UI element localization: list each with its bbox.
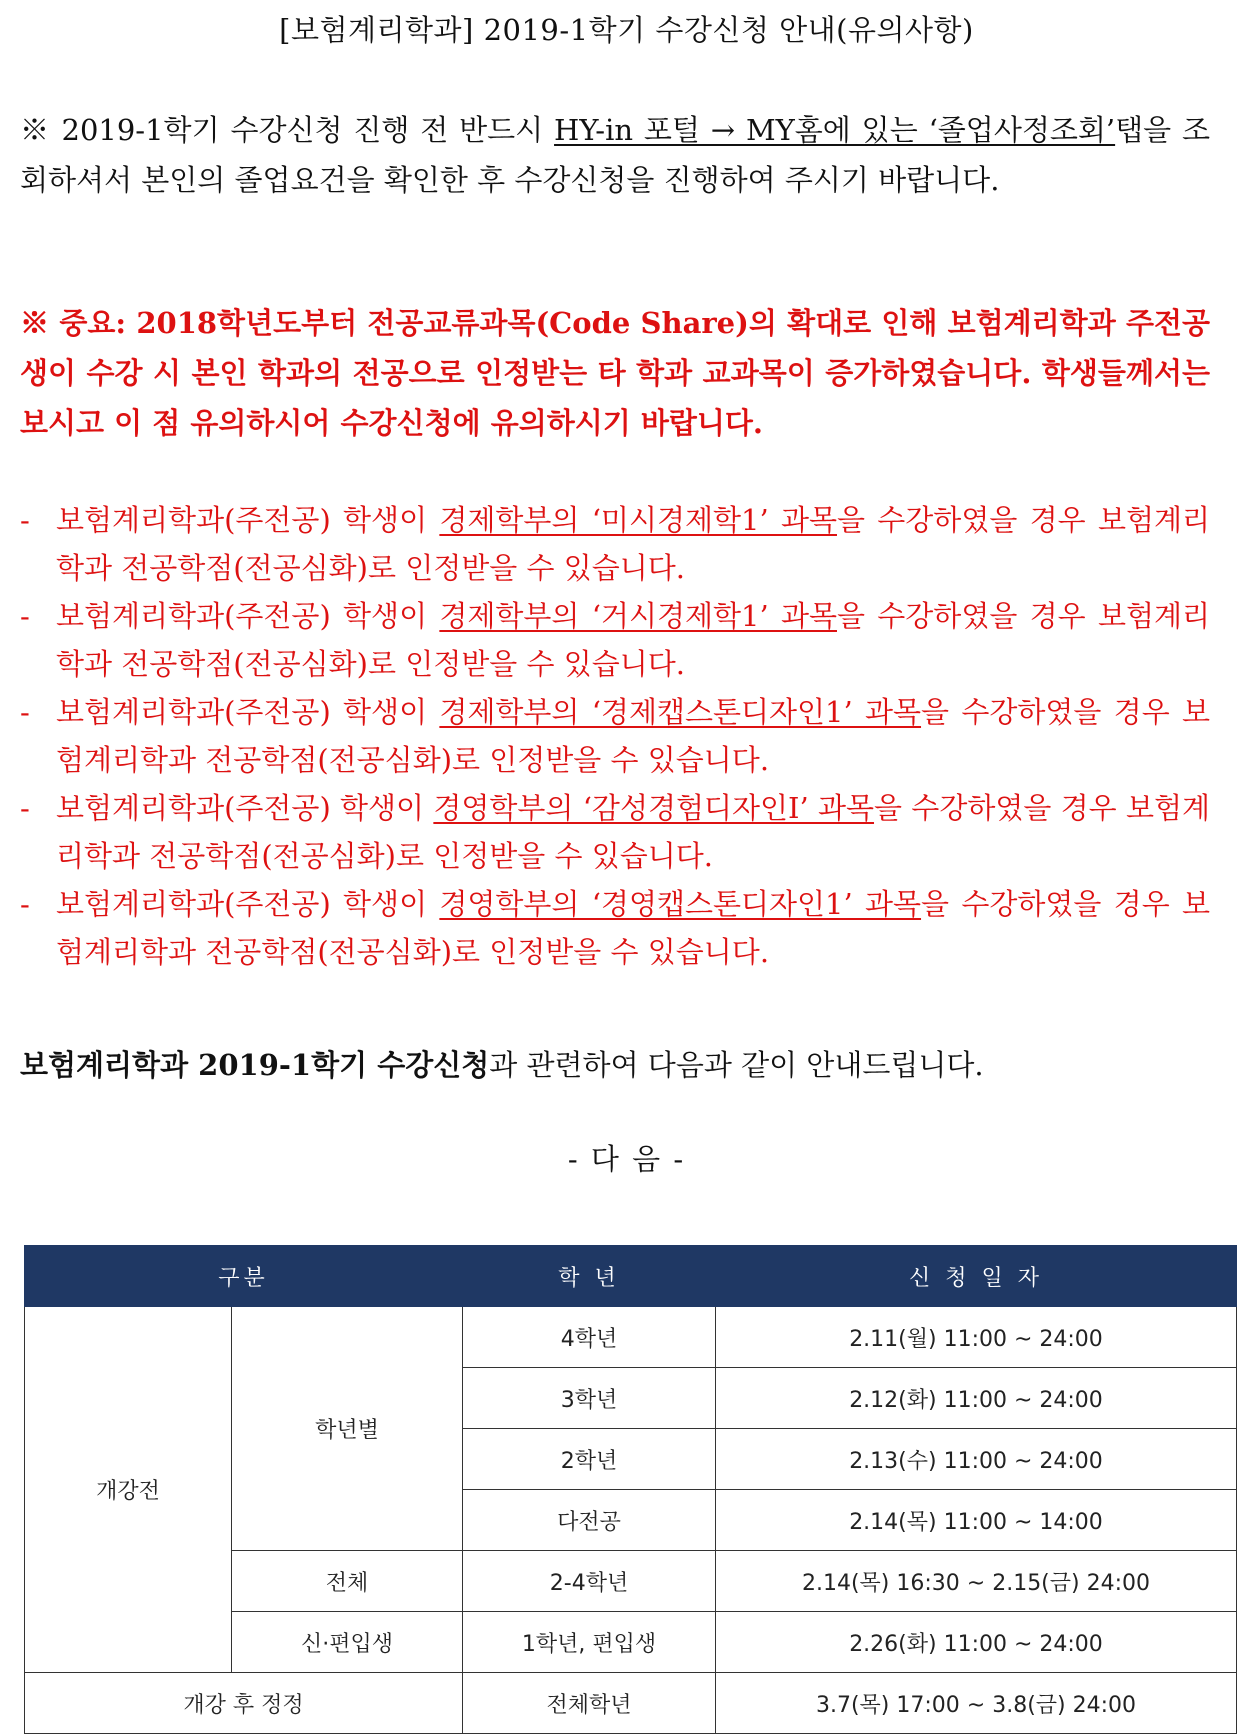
notice-graduation [20, 105, 1210, 205]
header-year: 학 년 [463, 1246, 716, 1307]
list-item: - 보험계리학과(주전공) 학생이 경제학부의 ‘미시경제학1’ 과목을 수강하였을 경우 보험계리학과 전공학점(전공심화)로 인정받을 수 있습니다. [20, 503, 1210, 585]
table-row [25, 1673, 1237, 1734]
date-cell: 2.26(화) 11:00 ~ 24:00 [716, 1612, 1237, 1673]
schedule-intro: 보험계리학과 2019-1학기 수강신청과 관련하여 다음과 같이 안내드립니다. [20, 1048, 984, 1082]
table-row [25, 1307, 1237, 1368]
table-header-row [25, 1246, 1237, 1307]
list-item: - 보험계리학과(주전공) 학생이 경영학부의 ‘감성경험디자인I’ 과목을 수강하였을 경우 보험계리학과 전공학점(전공심화)로 인정받을 수 있습니다. [20, 791, 1211, 873]
year-cell: 4학년 [463, 1307, 716, 1368]
year-cell: 다전공 [463, 1490, 716, 1551]
header-date: 신 청 일 자 [716, 1246, 1237, 1307]
course-name: 경제학부의 ‘거시경제학1’ 과목 [439, 599, 837, 633]
date-cell: 2.11(월) 11:00 ~ 24:00 [716, 1307, 1237, 1368]
year-cell: 1학년, 편입생 [463, 1612, 716, 1673]
date-cell: 2.14(목) 16:30 ~ 2.15(금) 24:00 [716, 1551, 1237, 1612]
next-heading: - 다 음 - [567, 1142, 686, 1176]
date-cell: 3.7(목) 17:00 ~ 3.8(금) 24:00 [716, 1673, 1237, 1734]
date-cell: 2.12(화) 11:00 ~ 24:00 [716, 1368, 1237, 1429]
list-item: - 보험계리학과(주전공) 학생이 경제학부의 ‘경제캡스톤디자인1’ 과목을 수강하였을 경우 보험계리학과 전공학점(전공심화)로 인정받을 수 있습니다. [20, 695, 1210, 777]
registration-schedule-table [24, 1245, 1237, 1734]
year-cell: 2학년 [463, 1429, 716, 1490]
document-title: [보험계리학과] 2019-1학기 수강신청 안내(유의사항) [279, 13, 974, 47]
year-cell: 전체학년 [463, 1673, 716, 1734]
group-by-year: 학년별 [232, 1307, 463, 1551]
notice-graduation-pre: ※ 2019-1학기 수강신청 진행 전 반드시 [20, 113, 555, 147]
year-cell: 3학년 [463, 1368, 716, 1429]
code-share-course-list [20, 496, 1210, 976]
subgroup-all: 전체 [232, 1551, 463, 1612]
list-item: - 보험계리학과(주전공) 학생이 경제학부의 ‘거시경제학1’ 과목을 수강하였을 경우 보험계리학과 전공학점(전공심화)로 인정받을 수 있습니다. [20, 599, 1210, 681]
portal-path-link: HY-in 포털 → MY홈에 있는 ‘졸업사정조회’ [554, 113, 1116, 147]
header-category: 구분 [25, 1246, 463, 1307]
notice-code-share: ※ 중요: 2018학년도부터 전공교류과목(Code Share)의 확대로 인해 보험계리학과 주전공생이 수강 시 본인 학과의 전공으로 인정받는 타 학과 교과목이 증가하였습니다. 학생들께서는 보시고 이 점 유의하시어 수강신청에 유의하시기 바랍니다. [20, 306, 1210, 440]
course-name: 경제학부의 ‘미시경제학1’ 과목 [439, 503, 837, 537]
course-name: 경영학부의 ‘감성경험디자인I’ 과목 [433, 791, 875, 825]
date-cell: 2.13(수) 11:00 ~ 24:00 [716, 1429, 1237, 1490]
subgroup-new-transfer: 신·편입생 [232, 1612, 463, 1673]
group-after-semester: 개강 후 정정 [25, 1673, 463, 1734]
date-cell: 2.14(목) 11:00 ~ 14:00 [716, 1490, 1237, 1551]
notice-graduation-post: 탭을 조회하셔서 본인의 졸업요건을 확인한 후 수강신청을 진행하여 주시기 바랍니다. [20, 113, 1211, 197]
course-name: 경영학부의 ‘경영캡스톤디자인1’ 과목 [439, 887, 922, 921]
course-name: 경제학부의 ‘경제캡스톤디자인1’ 과목 [439, 695, 922, 729]
group-before-semester: 개강전 [25, 1307, 232, 1673]
year-cell: 2-4학년 [463, 1551, 716, 1612]
list-item: - 보험계리학과(주전공) 학생이 경영학부의 ‘경영캡스톤디자인1’ 과목을 수강하였을 경우 보험계리학과 전공학점(전공심화)로 인정받을 수 있습니다. [20, 887, 1210, 969]
